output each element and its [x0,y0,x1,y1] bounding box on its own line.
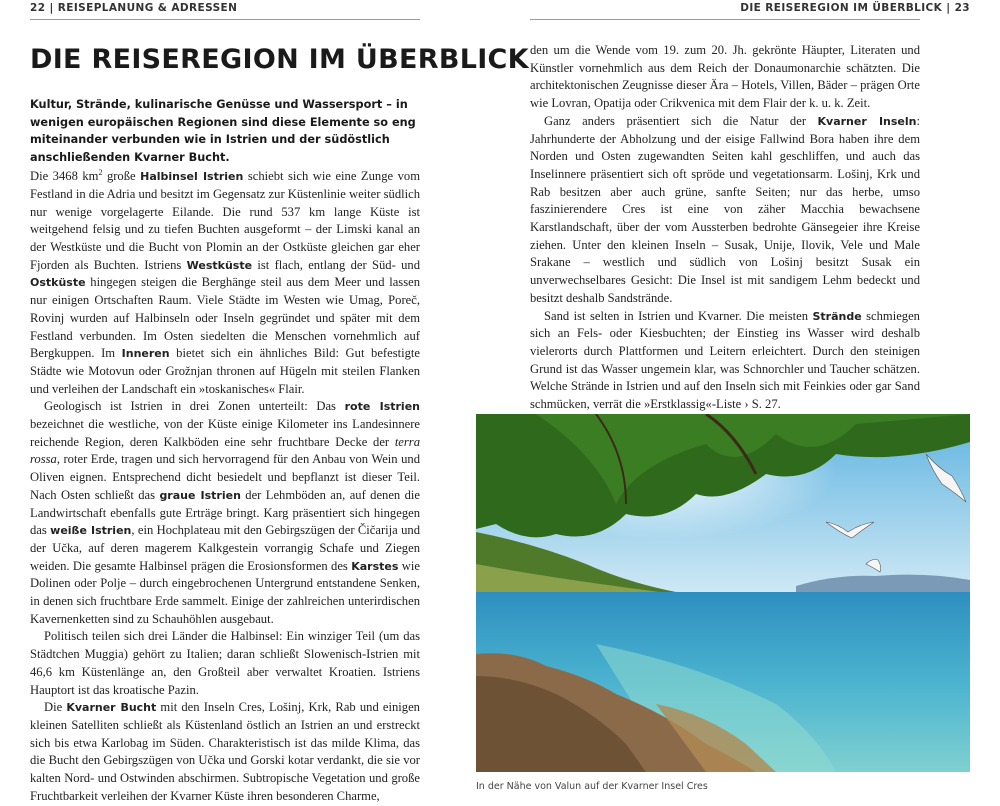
text-run: der Lehmböden an, auf denen die Landwirtschaft ebenfalls gute Erträge bringt. Karg präsentiert sich hingegen das [30,487,420,538]
text-run: den um die Wende vom 19. zum 20. Jh. gekrönte Häupter, Literaten und Künstler vornehmlich aus dem Reich der Donaumonarchie schätzten. Die architektonischen Zeugnisse dieser Ära – Hotels, Villen, Bäder – prägen Orte wie Lovran, Opatija oder Crikvenica mit dem Flair der k. u. k. Zeit. [530,43,920,111]
text-run: ist flach, entlang der Süd- und [252,257,420,272]
right-running-header [740,2,970,14]
lead-paragraph: Kultur, Strände, kulinarische Genüsse und Wassersport – in wenigen europäischen Regionen sind diese Elemente so eng miteinander verbunden wie in Istrien und der südöstlich anschließenden Kvarner Bucht. [30,98,416,164]
paragraph-continuation [530,42,920,113]
text-run: schmiegen sich an Fels- oder Kiesbuchten; der Einstieg ins Wasser wird deshalb vielerorts durch Plattformen und Leitern erleichtert. Durch den steinigen Grund ist das Wasser ungemein klar, was Schnorchler und Taucher schätzen. Welche Strände in Istrien und auf den Inseln sich mit Feinkies oder gar Sand schmücken, verrät die »Erstklassig«-Liste [530,308,920,412]
text-run: schiebt sich wie eine Zunge vom Festland in die Adria und besitzt im Gegensatz zur Küstenlinie weiter südlich nur wenige vorgelagerte Eilande. Die rund 537 km lange Küste ist weitgehend felsig und zu tiefen Buchten ausgeformt – der Limski kanal an der Westküste und die Bucht von Plomin an der Ostküste gleichen gar eher Fjorden als Buchten. Istriens [30,169,420,272]
right-page-number: 23 [954,2,970,14]
keyword-weisse-istrien: weiße Istrien [50,524,132,538]
left-page-number: 22 [30,2,46,14]
left-running-header [30,2,237,14]
text-run: Die [44,700,67,715]
paragraph-istrien [30,164,420,398]
right-text-column [530,42,920,414]
text-run: Geologisch ist Istrien in drei Zonen unterteilt: Das [44,399,345,414]
paragraph-politik [30,628,420,699]
page-title: DIE REISEREGION IM ÜBERBLICK [30,44,529,75]
paragraph-kvarner-bucht [30,699,420,805]
keyword-kvarner-inseln: Kvarner Inseln [817,114,917,128]
cross-reference-link[interactable]: S. 27. [748,397,781,412]
text-run: mit den Inseln Cres, Lošinj, Krk, Rab und einigen kleinen Satelliten schließt als Küstenland östlich an Istrien an und erstreckt sich bis etwa Karlobag im Süden. Charakteristisch ist das milde Klima, das die Bucht den Gebirgszügen von Učka und Gorski kotar verdankt, die sie vor kalten Nord- und Ostwinden abschirmen. Subtropische Vegetation und große Fruchtbarkeit verleihen der Kvarner Küste ihren besonderen Charme, [30,700,420,803]
keyword-kvarner-bucht: Kvarner Bucht [66,701,157,715]
left-header-title: REISEPLANUNG & ADRESSEN [57,2,238,14]
paragraph-straende [530,308,920,414]
photo-caption: In der Nähe von Valun auf der Kvarner Insel Cres [476,781,708,792]
italic-term-terra-rossa: terra rossa [30,434,420,467]
text-run: bezeichnet die westliche, von der Küste einige Kilometer ins Landesinnere reichende Region, deren Kalkböden eine sehr fruchtbare Decke der [30,417,420,449]
text-run: bietet sich ein ähnliches Bild: Gut befestigte Städte wie Motovun oder Grožnjan thronen auf Hügeln mit steilen Flanken und verleihen der Landschaft ein »toskanisches« Flair. [30,346,420,396]
text-run: : Jahrhunderte der Abholzung und der eisige Fallwind Bora haben ihre dem Norden und Osten zugewandten Seiten kahl geschliffen, und auch das Inselinnere präsentiert sich oft spröde und vegetationsarm. Lošinj, Krk und Rab besitzen aber auch grüne, sanfte Seiten; nur das herbe, umso faszinierendere Cres ist eine von zäher Macchia bewachsene Karstlandschaft, über der vom Aussterben bedrohte Gänsegeier ihre Kreise ziehen. Unter den kleinen Inseln – Susak, Unije, Ilovik, Vele und Male Srakane – westlich und südlich von Lošinj besitzt Susak ein unverwechselbares Gesicht: Die Insel ist mit sandigem Lehm bedeckt und besitzt deshalb Sandstrände. [530,113,920,305]
right-header-title: DIE REISEREGION IM ÜBERBLICK [740,2,943,14]
left-text-column [30,164,420,806]
text-run: , roter Erde, tragen und sich hervorragend für den Anbau von Wein und Oliven eignen. Entsprechend dicht besiedelt und bepflanzt ist dieser Teil. Nach Osten schließt das [30,452,420,502]
coast-photo-illustration [476,414,970,772]
paragraph-kvarner-inseln [530,113,920,308]
right-header-separator: | [946,2,951,14]
left-header-rule [30,19,420,20]
keyword-karstes: Karstes [351,559,399,573]
coast-photo [476,414,970,772]
text-run: große [102,169,141,184]
text-run: Politisch teilen sich drei Länder die Halbinsel: Ein winziger Teil (um das Städtchen Muggia) gehört zu Italien; daran schließt Slowenisch-Istrien mit 46,6 km Küstenlänge an, den Großteil aber verwaltet Kroatien. Istriens Hauptort ist das kroatische Pazin. [30,629,420,697]
paragraph-geologie [30,398,420,628]
keyword-rote-istrien: rote Istrien [344,400,420,414]
keyword-graue-istrien: graue Istrien [159,488,241,502]
keyword-westkueste: Westküste [186,258,253,272]
superscript: 2 [98,168,103,177]
text-run: Die 3468 km [30,169,99,184]
keyword-ostkueste: Ostküste [30,276,86,290]
keyword-halbinsel-istrien: Halbinsel Istrien [140,170,244,184]
text-run: hingegen steigen die Berghänge steil aus dem Meer und lassen nur einigen Ortschaften Raum. Viele Städte im Westen wie Umag, Poreč, Rovinj wurden auf Halbinseln oder Inseln gegründet und später mit dem Festland verbunden. Im Osten siedelten die Menschen vornehmlich auf Bergkuppen. Im [30,275,420,361]
right-header-rule [530,19,920,20]
text-run: wie Dolinen oder Polje – durch eingebrochenen Untergrund entstandene Senken, in denen sich fruchtbare Erde sammelt. Einige der zahlreichen unterirdischen Kavernenketten sind zu Schauhöhlen ausgebaut. [30,558,420,626]
keyword-inneren: Inneren [121,347,170,361]
cross-reference-arrow: › [744,397,749,412]
text-run: , ein Hochplateau mit den Gebirgszügen der Čičarija und der Učka, auf deren magerem Kalkgestein vorrangig Schafe und Ziegen weiden. Die gesamte Halbinsel prägen die Erosionsformen des [30,523,420,573]
text-run: Ganz anders präsentiert sich die Natur der [544,113,818,128]
text-run: Sand ist selten in Istrien und Kvarner. Die meisten [544,308,813,323]
left-header-separator: | [49,2,54,14]
keyword-straende: Strände [812,309,862,323]
